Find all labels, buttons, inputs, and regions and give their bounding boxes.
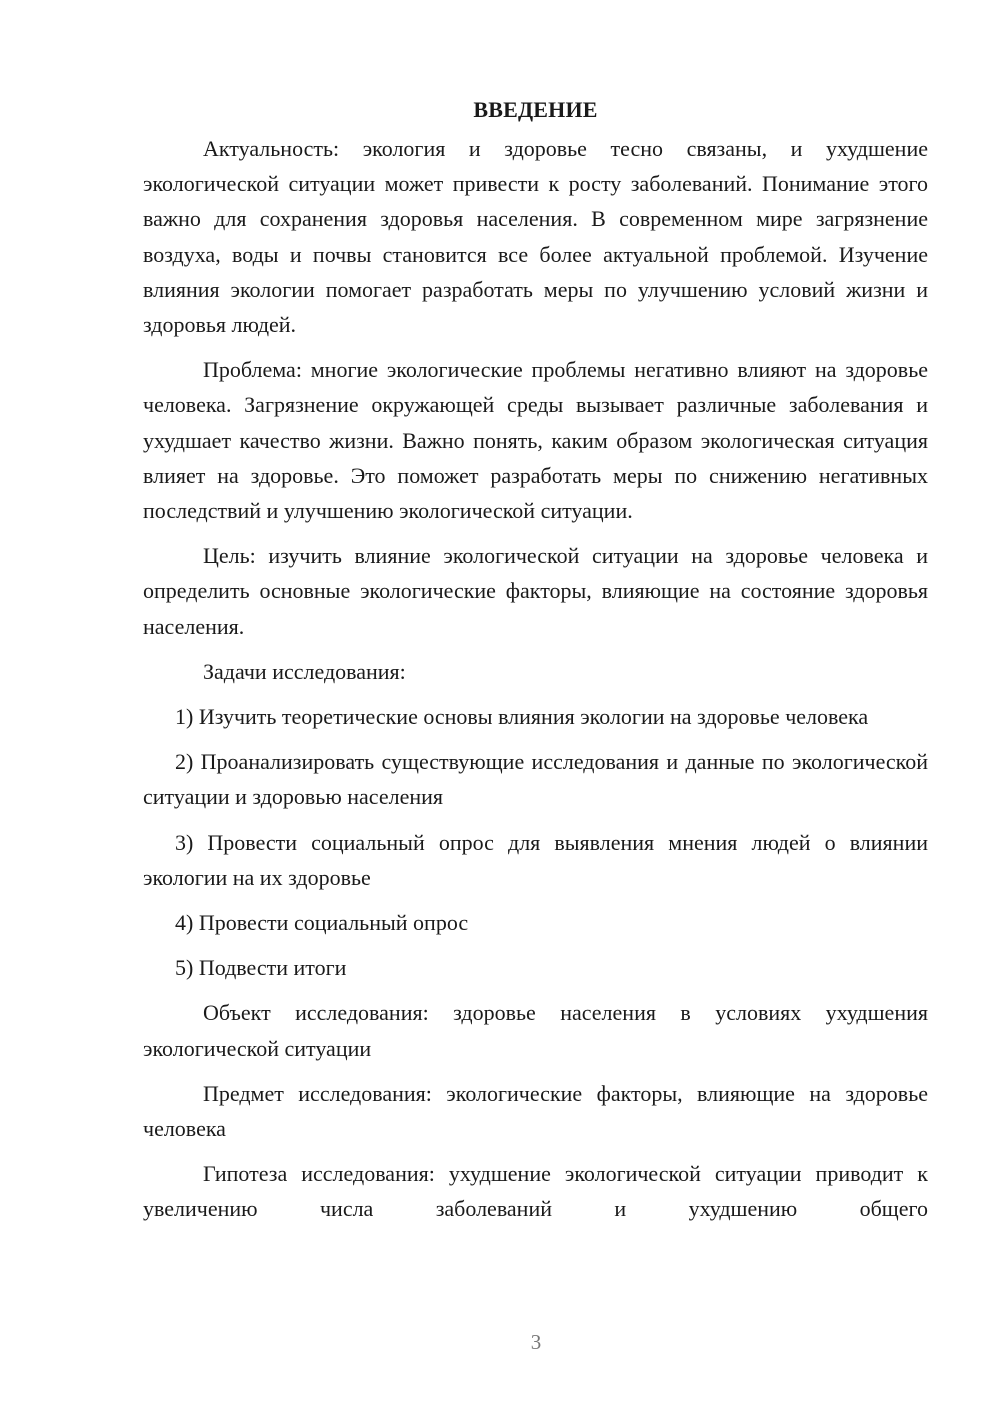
paragraph-subject: Предмет исследования: экологические факторы, влияющие на здоровье человека [143,1080,928,1142]
document-page [143,92,928,1237]
page-number: 3 [530,1330,542,1354]
paragraph-object: Объект исследования: здоровье населения в условиях ухудшения экологической ситуации [143,1000,928,1061]
page-title: ВВЕДЕНИЕ [473,97,598,122]
paragraph-hypothesis: Гипотеза исследования: ухудшение экологической ситуации приводит к увеличению числа заболеваний и ухудшению общего [143,1161,928,1222]
task-item-5: 5) Подвести итоги [175,955,347,981]
task-item-1: 1) Изучить теоретические основы влияния экологии на здоровье человека [175,704,869,730]
task-item-3: 3) Провести социальный опрос для выявления мнения людей о влиянии экологии на их здоровье [143,829,928,890]
task-item-4: 4) Провести социальный опрос [175,910,469,936]
paragraph-tasks-heading: Задачи исследования: [203,658,406,684]
task-item-2: 2) Проанализировать существующие исследования и данные по экологической ситуации и здоровью населения [143,749,928,810]
paragraph-problem: Проблема: многие экологические проблемы негативно влияют на здоровье человека. Загрязнение окружающей среды вызывает различные заболевания и ухудшает качество жизни. Важно понять, каким образом экологическая ситуация влияет на здоровье. Это поможет разработать меры по снижению негативных последствий и улучшению экологической ситуации. [143,357,928,524]
paragraph-goal: Цель: изучить влияние экологической ситуации на здоровье человека и определить основные экологические факторы, влияющие на состояние здоровья населения. [143,543,928,639]
paragraph-relevance: Актуальность: экология и здоровье тесно связаны, и ухудшение экологической ситуации может привести к росту заболеваний. Понимание этого важно для сохранения здоровья населения. В современном мире загрязнение воздуха, воды и почвы становится все более актуальной проблемой. Изучение влияния экологии помогает разработать меры по улучшению условий жизни и здоровья людей. [143,136,928,338]
